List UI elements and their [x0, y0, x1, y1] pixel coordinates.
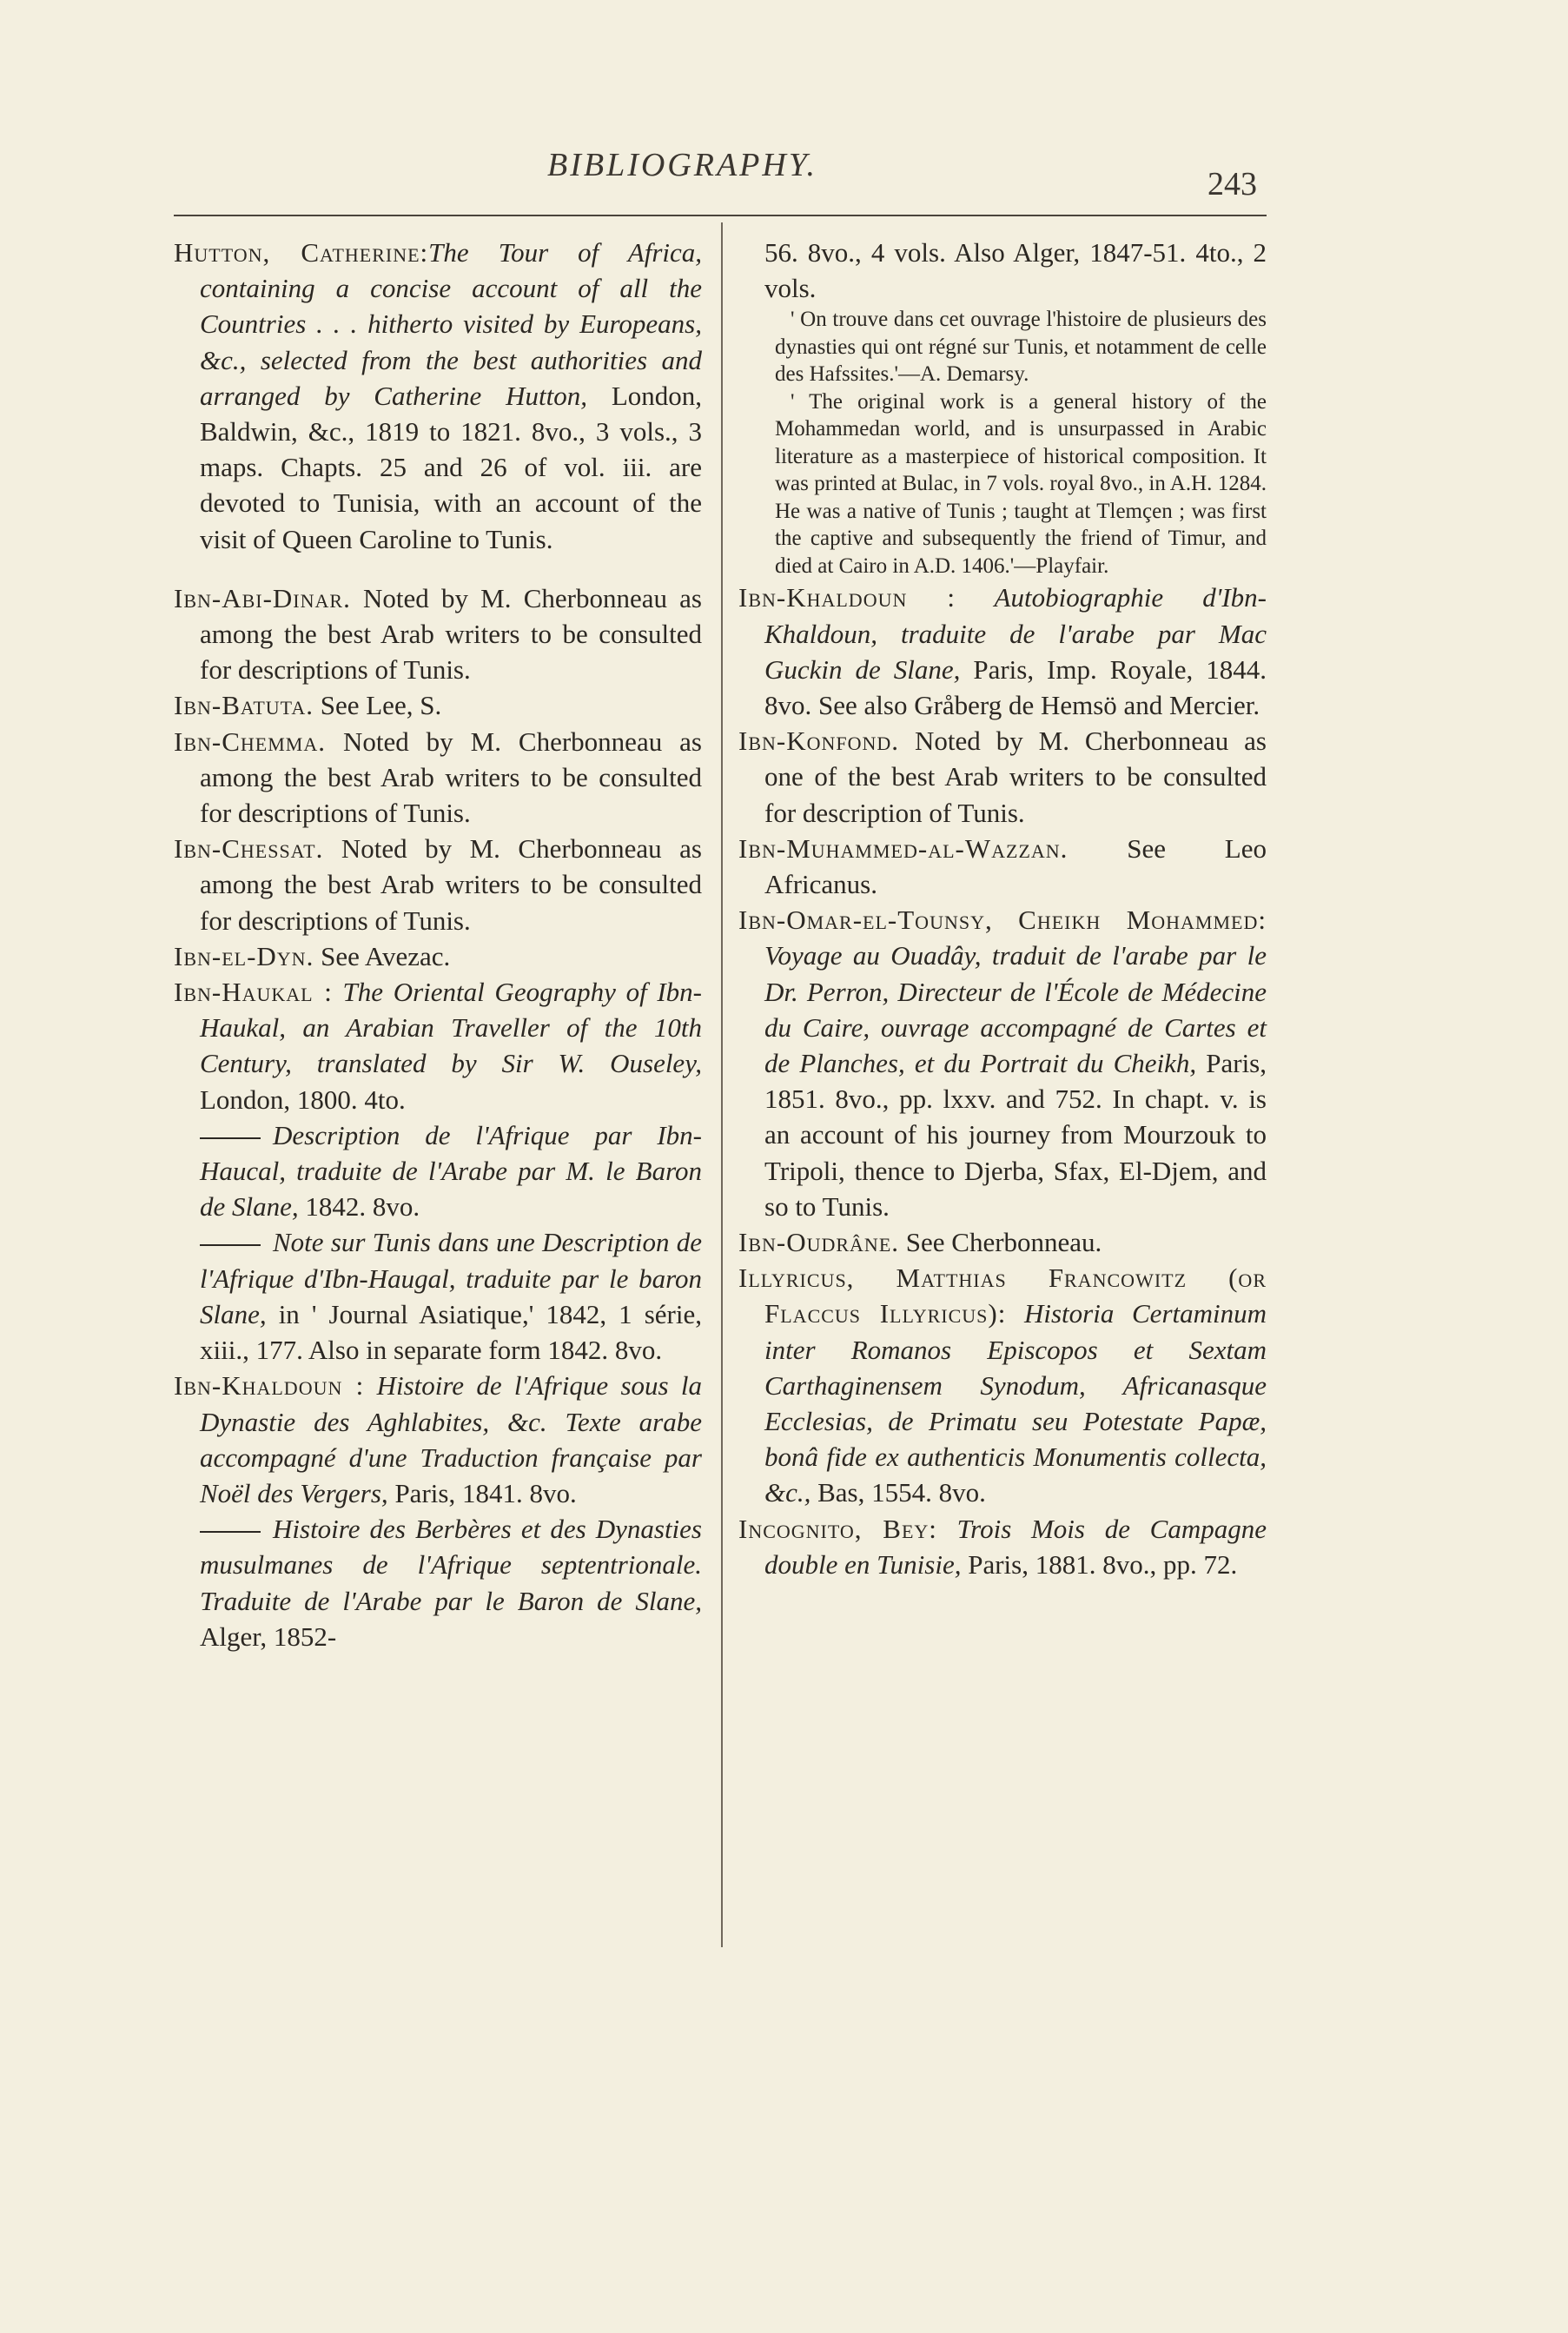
entry-details: Bas, 1554. 8vo.: [810, 1477, 986, 1508]
entry-heading: Hutton, Catherine:: [174, 237, 429, 268]
entry-heading: Incognito, Bey:: [738, 1513, 937, 1544]
left-column: [174, 235, 702, 1654]
note-demarsy: ' On trouve dans cet ouvrage l'histoire de plusieurs des dynasties qui ont régné sur Tunis, et notamment de celle des Hafssites.'—A. Demarsy.: [775, 308, 1267, 387]
bibliography-entry: [174, 1368, 702, 1511]
entry-heading: Ibn-Chemma.: [174, 726, 326, 757]
entry-title: The Tour of Africa, containing a concise account of all the Countries . . . hitherto visited by Europeans, &c., selected from the best authorities and arranged by Catherine Hutton,: [200, 237, 703, 411]
bibliography-entry: [174, 938, 702, 974]
entry-details: See Lee, S.: [313, 690, 442, 721]
entry-title: Voyage au Ouadây, traduit de l'arabe par le Dr. Perron, Directeur de l'École de Médecine du Caire, ouvrage accompagné de Cartes et de Planches, et du Portrait du Cheikh,: [764, 940, 1267, 1079]
bibliography-entry: [174, 1511, 702, 1654]
entry-heading: Ibn-Omar-el-Tounsy, Cheikh Mohammed:: [738, 905, 1267, 936]
ditto-dash: [200, 1531, 261, 1533]
entry-details: London, 1800. 4to.: [200, 1084, 406, 1115]
entry-title: Historia Certaminum inter Romanos Episcopos et Sextam Carthaginensem Synodum, Africanasque Ecclesias, de Primatu seu Potestate Papæ, bonâ fide ex authenticis Monumentis collecta, &c.,: [764, 1298, 1267, 1508]
entry-title: Trois Mois de Campagne double en Tunisie,: [764, 1513, 1267, 1580]
right-column: [738, 235, 1267, 1582]
entry-details: in ' Journal Asiatique,' 1842, 1 série, xiii., 177. Also in separate form 1842. 8vo.: [200, 1298, 702, 1366]
bibliography-entry: [738, 1260, 1267, 1510]
entry-heading: Ibn-el-Dyn.: [174, 940, 314, 971]
entry-heading: Ibn-Khaldoun :: [174, 1370, 365, 1402]
bibliography-entry: [174, 235, 702, 557]
entry-details: Paris, 1851. 8vo., pp. lxxv. and 752. In chapt. v. is an account of his journey from Mourzouk to Tripoli, thence to Djerba, Sfax, El-Djem, and so to Tunis.: [764, 1048, 1267, 1222]
entry-details: Alger, 1852-: [200, 1621, 337, 1652]
running-head: BIBLIOGRAPHY.: [547, 147, 817, 183]
entry-details: Paris, 1841. 8vo.: [387, 1477, 577, 1508]
entry-details: Paris, 1881. 8vo., pp. 72.: [961, 1548, 1238, 1580]
bibliography-entry: [174, 724, 702, 832]
bibliography-entry: [174, 974, 702, 1117]
entry-heading: Ibn-Chessat.: [174, 833, 324, 865]
entry-details: See Avezac.: [314, 940, 451, 971]
bibliography-entry: [738, 902, 1267, 1224]
entry-heading: Ibn-Khaldoun :: [738, 582, 956, 613]
entry-heading: Ibn-Haukal :: [174, 977, 333, 1008]
entry-heading: Ibn-Batuta.: [174, 690, 314, 721]
bibliography-entry: [174, 580, 702, 688]
entry-title: Autobiographie d'Ibn-Khaldoun, traduite de l'arabe par Mac Guckin de Slane,: [764, 582, 1267, 685]
entry-heading: Ibn-Muhammed-al-Wazzan.: [738, 832, 1068, 864]
entry-heading: Ibn-Abi-Dinar.: [174, 582, 351, 613]
entry-details: Noted by M. Cherbonneau as among the best Arab writers to be consulted for descriptions of Tunis.: [200, 726, 702, 829]
bibliography-entry: [738, 580, 1267, 723]
entry-details: Paris, Imp. Royale, 1844. 8vo. See also Gråberg de Hemsö and Mercier.: [764, 653, 1267, 721]
bibliography-entry: [738, 831, 1267, 902]
entry-title: Note sur Tunis dans une Description de l'Afrique d'Ibn-Haugal, traduite par le baron Slane,: [200, 1227, 702, 1329]
continued-entry: 56. 8vo., 4 vols. Also Alger, 1847-51. 4to., 2 vols.: [764, 237, 1267, 304]
bibliography-entry: [174, 1224, 702, 1368]
column-divider: [721, 222, 723, 1947]
bibliography-entry: [738, 1511, 1267, 1582]
entry-details: 1842. 8vo.: [298, 1191, 420, 1223]
entry-heading: Illyricus, Matthias Francowitz (or Flaccus Illyricus):: [738, 1263, 1267, 1329]
header-rule: [174, 215, 1267, 216]
entry-details: Noted by M. Cherbonneau as among the best Arab writers to be consulted for descriptions of Tunis.: [200, 582, 702, 686]
entry-details: Noted by M. Cherbonneau as one of the best Arab writers to be consulted for description of Tunis.: [764, 726, 1267, 828]
right-entries: [738, 580, 1267, 1582]
entry-details: London, Baldwin, &c., 1819 to 1821. 8vo., 3 vols., 3 maps. Chapts. 25 and 26 of vol. iii. are devoted to Tunisia, with an account of the visit of Queen Caroline to Tunis.: [200, 380, 702, 554]
note-playfair: ' The original work is a general history of the Mohammedan world, and is unsurpassed in Arabic literature as a masterpiece of historical composition. It was printed at Bulac, in 7 vols. royal 8vo., in A.H. 1284. He was a native of Tunis ; taught at Tlemçen ; was first the captive and subsequently the friend of Timur, and died at Cairo in A.D. 1406.'—Playfair.: [775, 389, 1267, 578]
ditto-dash: [200, 1244, 261, 1246]
bibliography-entry: [738, 1224, 1267, 1260]
entry-heading: Ibn-Konfond.: [738, 726, 900, 757]
bibliography-entry: [174, 1117, 702, 1225]
entry-title: Histoire des Berbères et des Dynasties musulmanes de l'Afrique septentrionale. Traduite de l'Arabe par le Baron de Slane,: [200, 1514, 702, 1616]
bibliography-entry: [174, 687, 702, 723]
entry-heading: Ibn-Oudrâne.: [738, 1227, 900, 1258]
page-number: 243: [1207, 166, 1257, 202]
entry-title: The Oriental Geography of Ibn-Haukal, an Arabian Traveller of the 10th Century, translated by Sir W. Ouseley,: [200, 977, 702, 1079]
entry-details: See Leo Africanus.: [764, 832, 1267, 900]
bibliography-entry: [738, 723, 1267, 831]
entry-details: See Cherbonneau.: [899, 1227, 1102, 1258]
entry-details: Noted by M. Cherbonneau as among the best Arab writers to be consulted for descriptions of Tunis.: [200, 833, 702, 936]
quoted-note: [738, 306, 1267, 580]
ditto-dash: [200, 1137, 261, 1139]
bibliography-entry: [174, 831, 702, 938]
entry-title: Description de l'Afrique par Ibn-Haucal, traduite de l'Arabe par M. le Baron de Slane,: [200, 1119, 702, 1223]
entry-title: Histoire de l'Afrique sous la Dynastie des Aghlabites, &c. Texte arabe accompagné d'une Traduction française par Noël des Vergers,: [200, 1370, 702, 1508]
